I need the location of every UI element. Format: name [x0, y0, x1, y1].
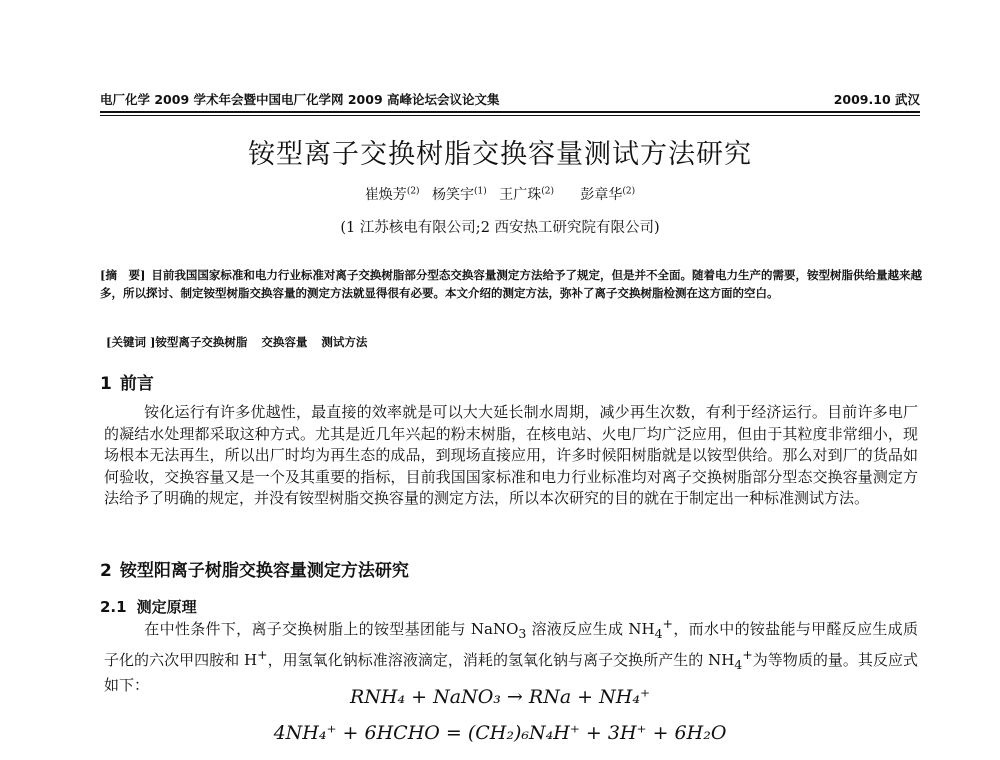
author: 彭章华$^{(2)}$: [580, 186, 636, 203]
affiliation: (1 江苏核电有限公司;2 西安热工研究院有限公司): [340, 220, 660, 236]
intro-paragraph: 铵化运行有许多优越性，最直接的效率就是可以大大延长制水周期，减少再生次数，有利于经济运行。目前许多电厂的凝结水处理都采取这种方式。尤其是近几年兴起的粉末树脂，在核电站、火电厂均广泛应用，但由于其粒度非常细小，现场根本无法再生，所以出厂时均为再生态的成品，到现场直接应用，许多时候阳树脂就是以铵型供给。那么对到厂的货品如何验收，交换容量又是一个及其重要的指标，目前我国国家标准和电力行业标准均对离子交换树脂部分型态交换容量测定方法给予了明确的规定，并没有铵型树脂交换容量的测定方法，所以本次研究的目的就在于制定出一种标准测试方法。: [104, 403, 918, 507]
abstract-text: 目前我国国家标准和电力行业标准对离子交换树脂部分型态交换容量测定方法给予了规定，但是并不全面。随着电力生产的需要，铵型树脂供给量越来越多，所以探讨、制定铵型树脂交换容量的测定方法就显得很有必要。本文介绍的测定方法，弥补了离子交换树脂检测在这方面的空白。: [100, 268, 922, 300]
keywords: [106, 334, 906, 350]
section-heading-method: 2 铵型阳离子树脂交换容量测定方法研究: [100, 561, 409, 581]
header-proceedings-title: 电厂化学 2009 学术年会暨中国电厂化学网 2009 高峰论坛会议论文集: [100, 92, 500, 107]
subsection-heading-principle: 2.1 测定原理: [100, 598, 197, 616]
header-rule-thin: [100, 115, 920, 116]
author-list: [0, 184, 1000, 204]
keyword: 铵型离子交换树脂: [155, 335, 248, 349]
keyword: 交换容量: [261, 335, 308, 349]
header-date-location: 2009.10 武汉: [833, 92, 920, 107]
reaction-equation-1: RNH₄ + NaNO₃ → RNa + NH₄⁺: [350, 686, 650, 708]
abstract-label: [摘 要]: [100, 268, 146, 282]
section-heading-intro: 1 前言: [100, 374, 154, 394]
author: 崔焕芳$^{(2)}$: [364, 186, 420, 203]
author: 杨笑宇$^{(1)}$: [432, 186, 487, 203]
keywords-label: [关键词 ]: [106, 335, 156, 349]
abstract: [100, 266, 922, 302]
principle-paragraph: 在中性条件下，离子交换树脂上的铵型基团能与 NaNO$_3$ 溶液反应生成 $NH_4^+$，而水中的铵盐能与甲醛反应生成质子化的六次甲四胺和 H+，用氢氧化钠标准溶液滴定，消耗的氢氧化钠与离子交换所产生的 $NH_4^+$为等物质的量。其反应式如下：: [104, 616, 918, 694]
keyword: 测试方法: [321, 335, 368, 349]
paper-title: 铵型离子交换树脂交换容量测试方法研究: [248, 139, 752, 170]
reaction-equation-2: 4NH₄⁺ + 6HCHO = (CH₂)₆N₄H⁺ + 3H⁺ + 6H₂O: [273, 722, 727, 744]
header-rule: [100, 111, 920, 113]
author: 王广珠$^{(2)}$: [499, 186, 554, 203]
